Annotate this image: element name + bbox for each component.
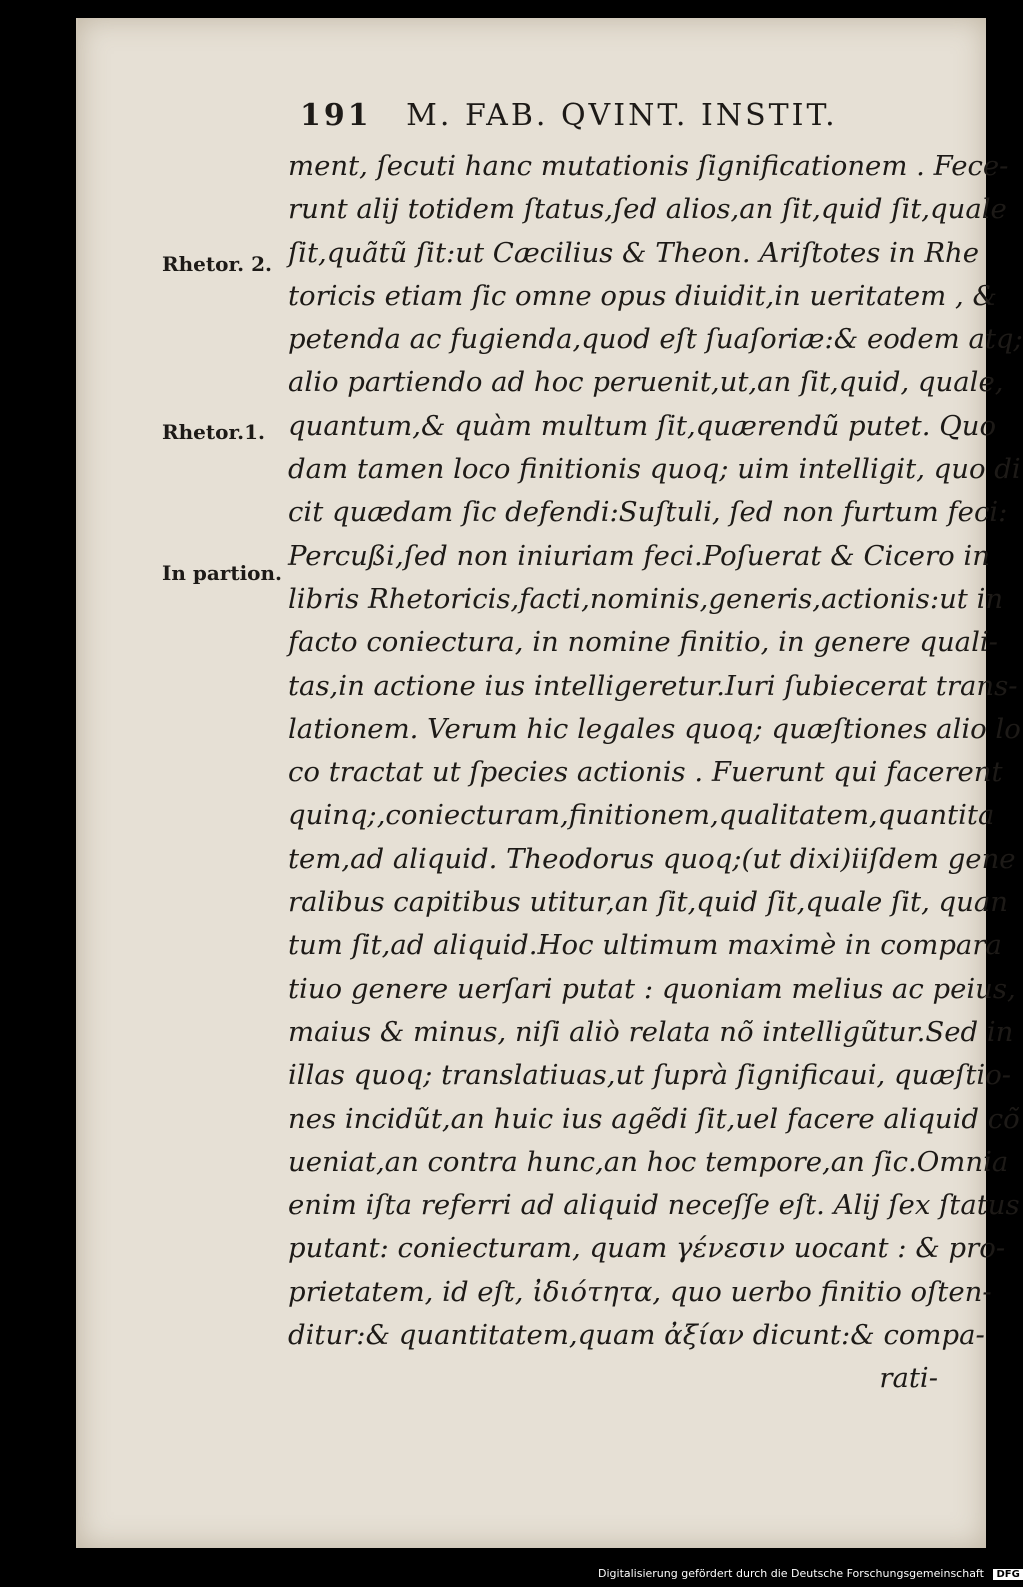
text-line: ditur:& quantitatem,quam ἀξίαν dicunt:& compa- [288,1319,985,1352]
text-line: ralibus capitibus utitur,an ſit,quid ſit,quale ſit, quan [288,886,1008,919]
credit-text: Digitalisierung gefördert durch die Deutsche Forschungsgemeinschaft [598,1567,984,1580]
text-line: libris Rhetoricis,facti,nominis,generis,actionis:ut in [288,582,1004,615]
catchword: rati- [879,1362,938,1395]
text-line: prietatem, id eſt, ἰδιότητα, quo uerbo finitio oſten- [288,1275,992,1308]
text-line: nes incidũt,an huic ius agẽdi ſit,uel facere aliquid cõ [288,1102,1020,1135]
text-line: ueniat,an contra hunc,an hoc tempore,an ſic.Omnia [288,1145,1009,1178]
text-line: tem,ad aliquid. Theodorus quoq;(ut dixi)iiſdem gene [288,842,1016,875]
text-line: quantum,& quàm multum ſit,quærendũ putet. Quo [288,409,997,442]
digitization-credit [598,1567,1023,1585]
margin-note: Rhetor. 2. [162,252,272,276]
dfg-logo: DFG [993,1569,1022,1580]
text-line: illas quoq; translatiuas,ut ſuprà ſignificaui, quæſtio- [288,1059,1012,1092]
text-line: putant: coniecturam, quam γένεσιν uocant : & pro- [288,1232,1006,1265]
page-header [300,98,900,148]
text-line: lationem. Verum hic legales quoq; quæſtiones alio lo [288,712,1021,745]
margin-note: Rhetor.1. [162,420,266,444]
text-line: maius & minus, niſi aliò relata nõ intelligũtur.Sed in [288,1015,1014,1048]
text-line: tiuo genere uerſari putat : quoniam melius ac peius, [288,972,1016,1005]
running-title: M. FAB. QVINT. INSTIT. [406,98,838,133]
text-line: facto coniectura, in nomine finitio, in genere quali- [288,626,998,659]
text-line: dam tamen loco finitionis quoq; uim intelligit, quo di [288,453,1021,486]
page-number: 191 [300,98,372,133]
margin-note: In partion. [162,561,283,585]
text-line: runt alij totidem ſtatus,ſed alios,an ſit,quid ſit,quale [288,193,1007,226]
text-line: cit quædam ſic defendi:Suſtuli, ſed non furtum feci: [288,496,1008,529]
text-line: tas,in actione ius intelligeretur.Iuri ſubiecerat trans- [288,669,1018,702]
text-line: petenda ac fugienda,quod eſt ſuaſoriæ:& eodem atq; [288,323,1023,356]
text-line: alio partiendo ad hoc peruenit,ut,an ſit,quid, quale, [288,366,1004,399]
text-line: ment, ſecuti hanc mutationis ſignificationem . Fece- [288,150,1009,182]
body-text [288,145,1023,1401]
text-line: quinq;,coniecturam,finitionem,qualitatem,quantita [288,799,995,832]
text-line: toricis etiam ſic omne opus diuidit,in ueritatem , & [288,279,997,312]
text-line: ſit,quãtũ ſit:ut Cæcilius & Theon. Ariſtotes in Rhe [288,236,980,269]
text-line: tum ſit,ad aliquid.Hoc ultimum maximè in compara [288,929,1002,962]
text-line: enim iſta referri ad aliquid neceſſe eſt. Alij ſex ſtatus [288,1189,1020,1222]
text-line: co tractat ut ſpecies actionis . Fuerunt qui facerent [288,756,1003,789]
text-line: Percußi,ſed non iniuriam feci.Poſuerat & Cicero in [288,539,990,572]
